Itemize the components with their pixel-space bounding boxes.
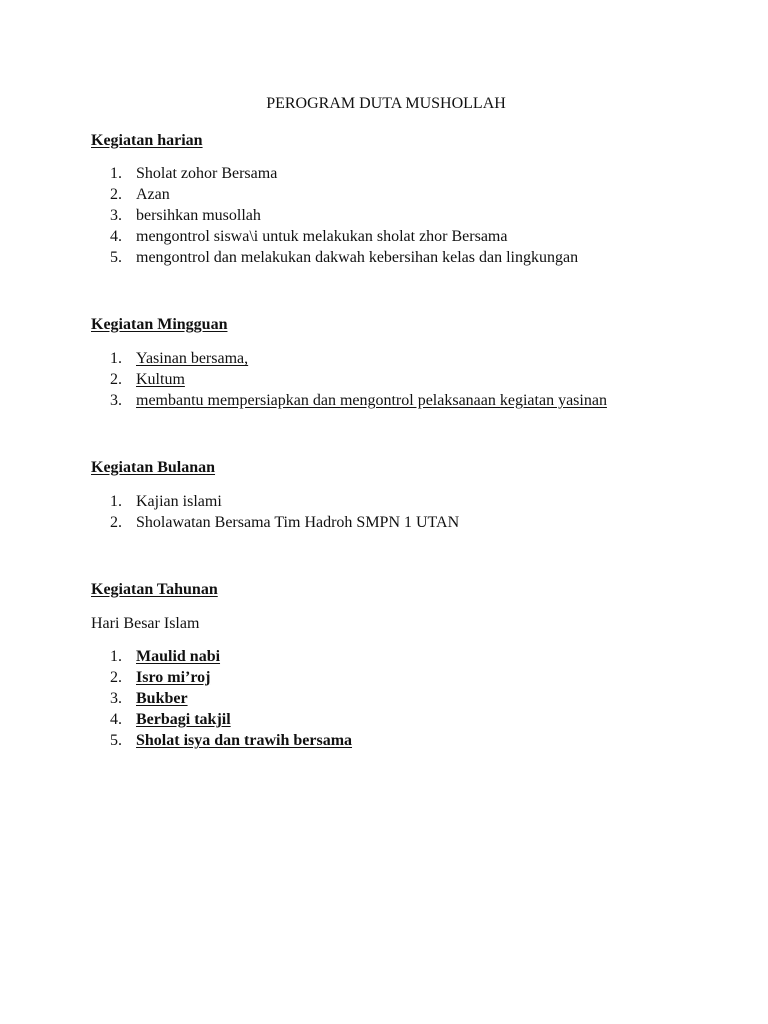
list-item-text: Sholat isya dan trawih bersama — [136, 732, 353, 749]
section-heading-harian: Kegiatan harian — [91, 132, 203, 149]
list-item-number: 1. — [110, 648, 122, 665]
section-heading-bulanan: Kegiatan Bulanan — [91, 459, 216, 476]
list-item-number: 3. — [110, 690, 122, 707]
list-item-text: mengontrol dan melakukan dakwah kebersihan kelas dan lingkungan — [136, 249, 579, 266]
list-item-text: Kajian islami — [136, 493, 222, 510]
section-subheading-tahunan: Hari Besar Islam — [91, 615, 200, 632]
list-item-number: 3. — [110, 207, 122, 224]
list-item-number: 4. — [110, 228, 122, 245]
list-item-text: membantu mempersiapkan dan mengontrol pelaksanaan kegiatan yasinan — [136, 392, 607, 409]
list-item-number: 5. — [110, 249, 122, 266]
list-item-number: 1. — [110, 350, 122, 367]
list-item-number: 2. — [110, 186, 122, 203]
list-item-text: Bukber — [136, 690, 188, 707]
list-item-number: 1. — [110, 493, 122, 510]
list-item-text: Berbagi takjil — [136, 711, 231, 728]
list-item-text: bersihkan musollah — [136, 207, 261, 224]
list-item-text: Kultum — [136, 371, 185, 388]
list-item-number: 2. — [110, 371, 122, 388]
list-item-number: 2. — [110, 514, 122, 531]
document-title: PEROGRAM DUTA MUSHOLLAH — [266, 95, 506, 112]
list-item-number: 4. — [110, 711, 122, 728]
list-item-number: 1. — [110, 165, 122, 182]
list-item-number: 3. — [110, 392, 122, 409]
list-item-text: Azan — [136, 186, 170, 203]
list-item-number: 2. — [110, 669, 122, 686]
list-item-number: 5. — [110, 732, 122, 749]
list-item-text: Yasinan bersama, — [136, 350, 249, 367]
list-item-text: mengontrol siswa\i untuk melakukan sholat zhor Bersama — [136, 228, 508, 245]
list-item-text: Maulid nabi — [136, 648, 221, 665]
section-heading-tahunan: Kegiatan Tahunan — [91, 581, 218, 598]
list-item-text: Isro mi’roj — [136, 669, 211, 686]
list-item-text: Sholawatan Bersama Tim Hadroh SMPN 1 UTAN — [136, 514, 460, 531]
section-heading-mingguan: Kegiatan Mingguan — [91, 316, 228, 333]
list-item-text: Sholat zohor Bersama — [136, 165, 278, 182]
